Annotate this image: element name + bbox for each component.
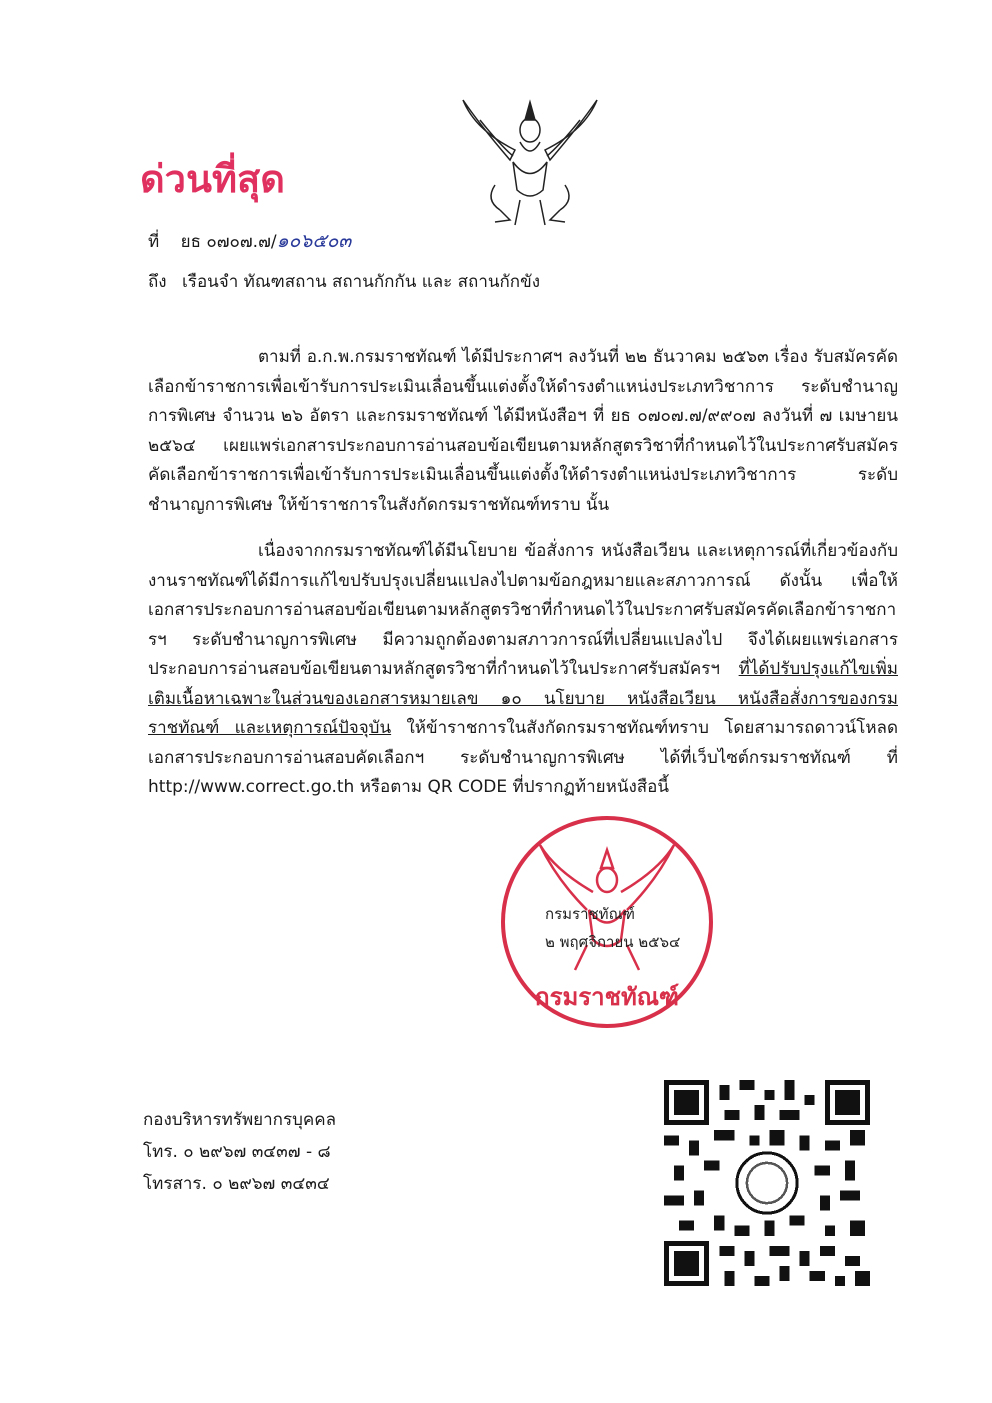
to-label: ถึง	[148, 272, 167, 292]
paragraph-2-underlined-text: ที่ได้ปรับปรุงแก้ไขเพิ่มเติมเนื้อหาเฉพาะในส่วนของเอกสารหมายเลข ๑๐ นโยบาย หนังสือเวียน หนังสือสั่งการของกรมราชทัณฑ์ และเหตุการณ์ปัจจุบัน	[148, 659, 898, 738]
reference-line	[148, 226, 351, 256]
urgency-heading: ด่วนที่สุด	[140, 157, 285, 201]
fax: โทรสาร. ๐ ๒๙๖๗ ๓๔๓๔	[143, 1174, 330, 1194]
stamp-day: ๒	[545, 933, 555, 951]
ref-label: ที่	[148, 232, 160, 252]
qr-code-icon	[664, 1080, 870, 1286]
body-paragraph-2	[148, 537, 898, 803]
contact-footer	[143, 1104, 336, 1200]
division-name: กองบริหารทรัพยากรบุคคล	[143, 1110, 337, 1130]
ref-number: ยธ ๐๗๐๗.๗/	[180, 232, 277, 252]
recipient-line	[148, 268, 540, 295]
body-paragraph-1: ตามที่ อ.ก.พ.กรมราชทัณฑ์ ได้มีประกาศฯ ลงวันที่ ๒๒ ธันวาคม ๒๕๖๓ เรื่อง รับสมัครคัดเลือกข้าราชการเพื่อเข้ารับการประเมินเลื่อนขึ้นแต่งตั้งให้ดำรงตำแหน่งประเภทวิชาการ ระดับชำนาญการพิเศษ จำนวน ๒๖ อัตรา และกรมราชทัณฑ์ ได้มีหนังสือฯ ที่ ยธ ๐๗๐๗.๗/๙๙๐๗ ลงวันที่ ๗ เมษายน ๒๕๖๔ เผยแพร่เอกสารประกอบการอ่านสอบข้อเขียนตามหลักสูตรวิชาที่กำหนดไว้ในประกาศรับสมัครคัดเลือกข้าราชการเพื่อเข้ารับการประเมินเลื่อนขึ้นแต่งตั้งให้ดำรงตำแหน่งประเภทวิชาการ ระดับชำนาญการพิเศษ ให้ข้าราชการในสังกัดกรมราชทัณฑ์ทราบ นั้น	[148, 347, 898, 515]
paragraph-2-text-a: เนื่องจากกรมราชทัณฑ์ได้มีนโยบาย ข้อสั่งการ หนังสือเวียน และเหตุการณ์ที่เกี่ยวข้องกับงานราชทัณฑ์ได้มีการแก้ไขปรับปรุงเปลี่ยนแปลงไปตามข้อกฎหมายและสภาวการณ์ ดังนั้น เพื่อให้เอกสารประกอบการอ่านสอบข้อเขียนตามหลักสูตรวิชาที่กำหนดไว้ในประกาศรับสมัครคัดเลือกข้าราชการฯ ระดับชำนาญการพิเศษ มีความถูกต้องตามสภาวการณ์ที่เปลี่ยนแปลงไป จึงได้เผยแพร่เอกสารประกอบการอ่านสอบข้อเขียนตามหลักสูตรวิชาที่กำหนดไว้ในประกาศรับสมัครฯ	[148, 541, 898, 679]
paragraph-2-text-b: ให้ข้าราชการในสังกัดกรมราชทัณฑ์ทราบ โดยสามารถดาวน์โหลดเอกสารประกอบการอ่านสอบคัดเลือกฯ ระดับชำนาญการพิเศษ ได้ที่เว็บไซต์กรมราชทัณฑ์ ที่ http://www.correct.go.th หรือตาม QR CODE ที่ปรากฏท้ายหนังสือนี้	[148, 718, 899, 797]
ref-handwritten-number: ๑๐๖๕๐๓	[276, 230, 352, 252]
seal-text: กรมราชทัณฑ์	[535, 983, 679, 1011]
telephone: โทร. ๐ ๒๙๖๗ ๓๔๓๗ - ๘	[143, 1142, 331, 1162]
stamp-date	[545, 928, 680, 956]
stamp-date-block	[545, 900, 680, 956]
stamp-department: กรมราชทัณฑ์	[545, 905, 635, 923]
garuda-emblem-icon	[455, 90, 605, 240]
stamp-year: ๒๕๖๔	[638, 933, 681, 951]
stamp-month: พฤศจิกายน	[559, 933, 634, 951]
to-recipients: เรือนจำ ทัณฑสถาน สถานกักกัน และ สถานกักขัง	[182, 272, 541, 292]
